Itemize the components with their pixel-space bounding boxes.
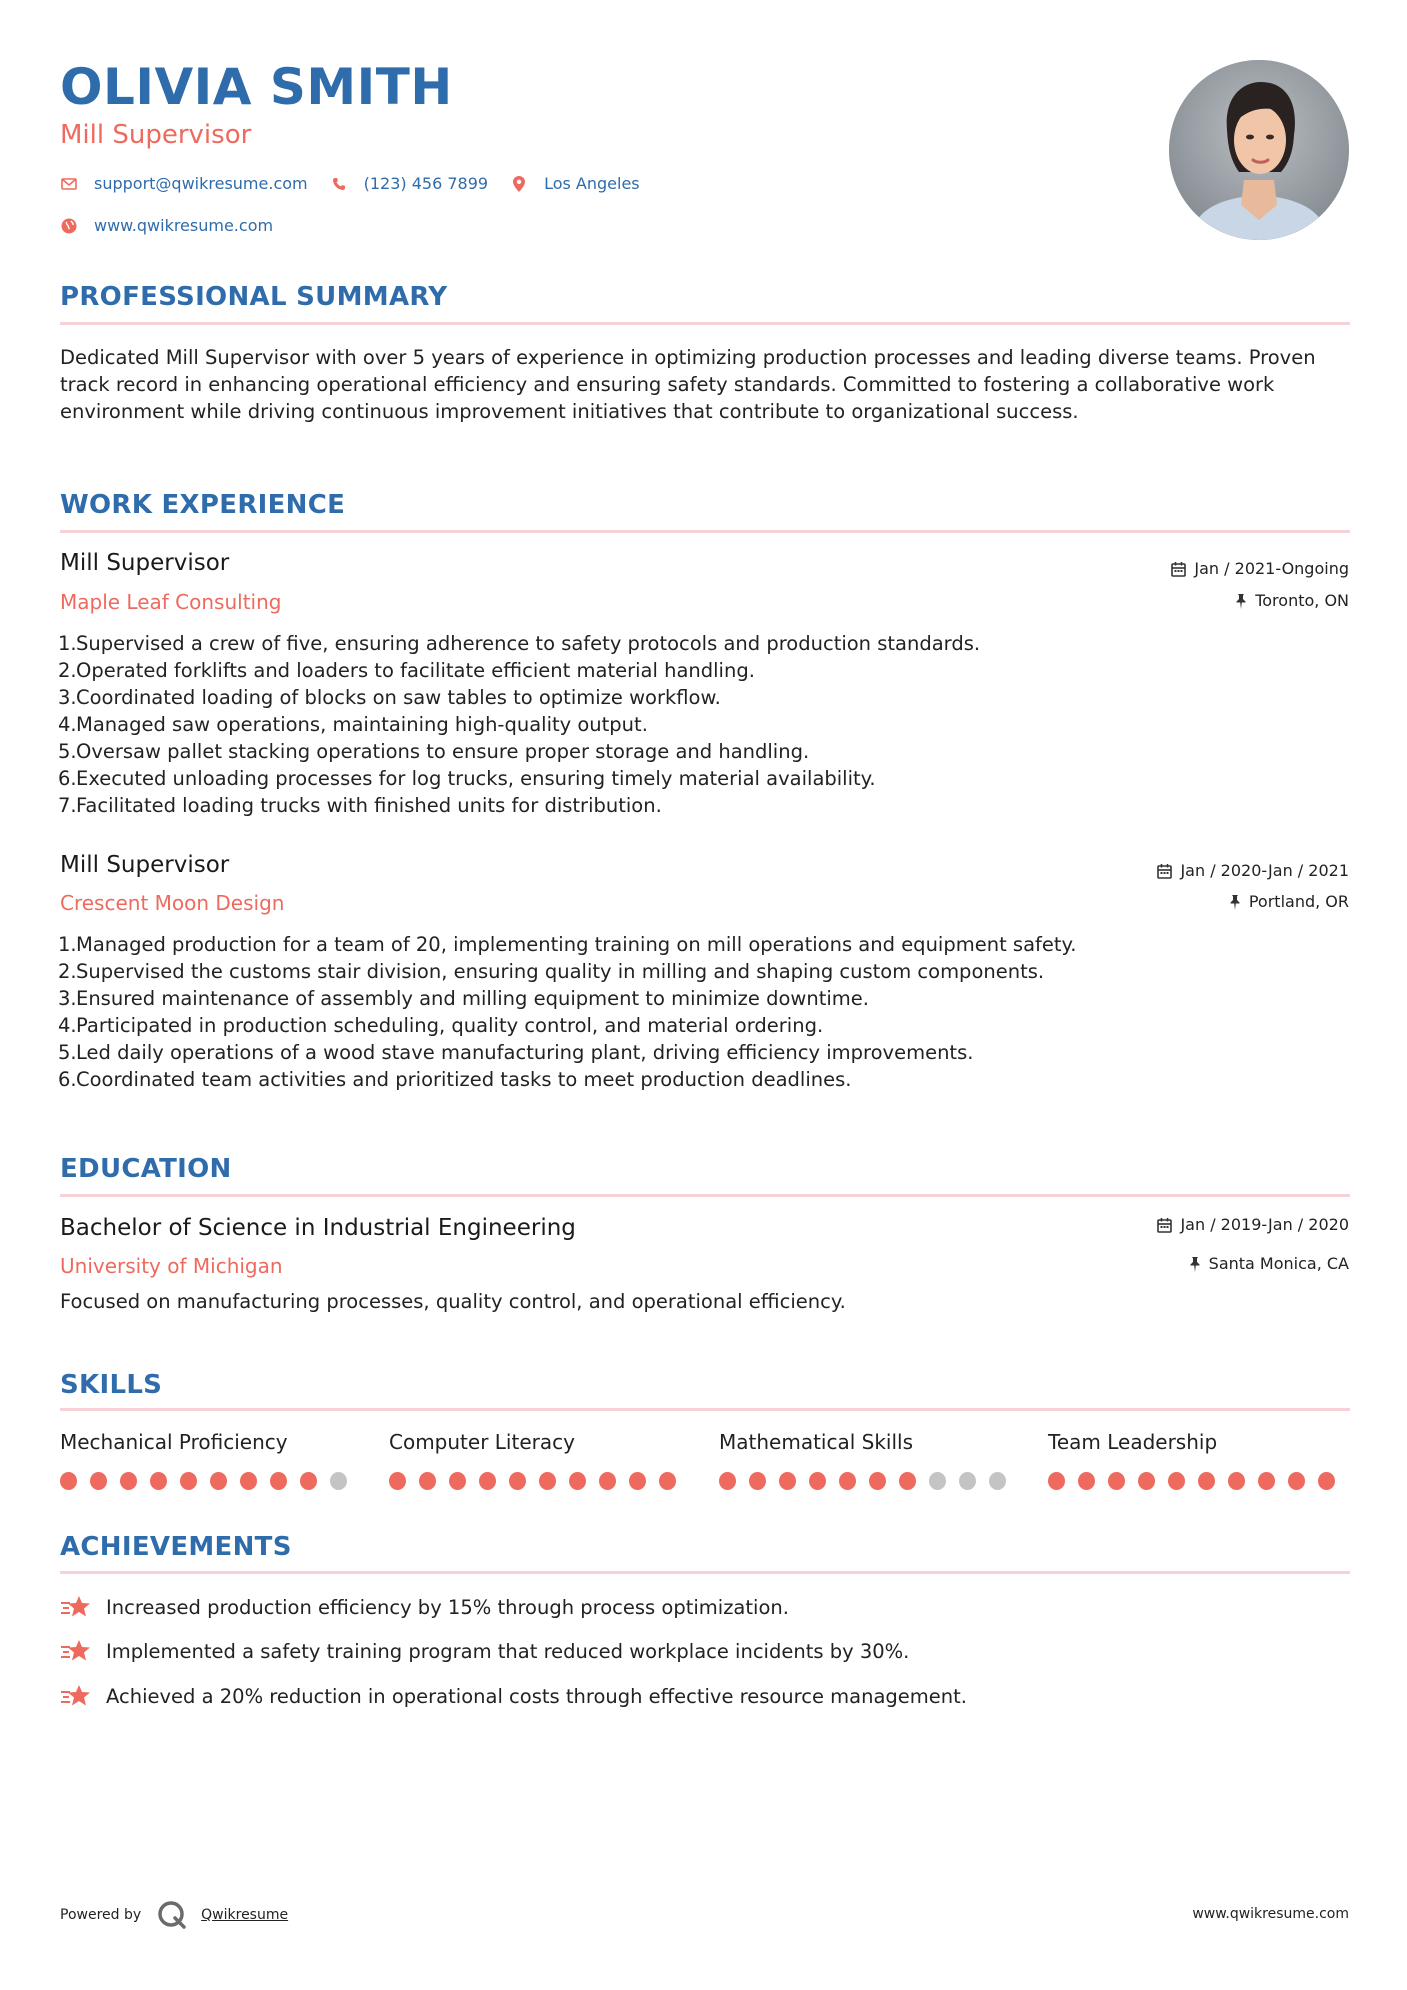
education-dates-text: Jan / 2019-Jan / 2020	[1180, 1215, 1349, 1234]
summary-text: Dedicated Mill Supervisor with over 5 years of experience in optimizing production processes and leading diverse teams. Proven track record in enhancing operational efficiency and ensuring safety standards. Committed to fostering a collaborative work environment while driving continuous improvement initiatives that contribute to organizational success.	[60, 346, 1316, 423]
skill-rating	[1048, 1472, 1348, 1490]
envelope-icon	[60, 175, 78, 193]
list-item: 4. Managed saw operations, maintaining high-quality output.	[58, 713, 648, 736]
job-1-dates-text: Jan / 2021-Ongoing	[1194, 559, 1349, 578]
contact-row-1	[60, 174, 662, 193]
map-pin-icon	[510, 175, 528, 193]
footer-powered-by	[60, 1900, 288, 1930]
rating-dot-filled	[1168, 1472, 1185, 1490]
list-item: 5. Oversaw pallet stacking operations to ensure proper storage and handling.	[58, 740, 810, 763]
skill-team-leadership	[1048, 1430, 1348, 1490]
rating-dot-filled	[719, 1472, 736, 1490]
education-location	[1189, 1254, 1349, 1273]
rating-dot-empty	[989, 1472, 1006, 1490]
candidate-name: OLIVIA SMITH	[60, 58, 453, 116]
rating-dot-filled	[749, 1472, 766, 1490]
rating-dot-filled	[1198, 1472, 1215, 1490]
rating-dot-filled	[809, 1472, 826, 1490]
job-1-location-text: Toronto, ON	[1255, 591, 1349, 610]
calendar-icon	[1157, 1217, 1172, 1233]
powered-by-label: Powered by	[60, 1907, 142, 1923]
rating-dot-filled	[539, 1472, 556, 1490]
rating-dot-filled	[509, 1472, 526, 1490]
list-item: 3. Coordinated loading of blocks on saw tables to optimize workflow.	[58, 686, 721, 709]
rating-dot-filled	[1138, 1472, 1155, 1490]
rating-dot-filled	[869, 1472, 886, 1490]
job-2-dates-text: Jan / 2020-Jan / 2021	[1180, 861, 1349, 880]
experience-divider	[60, 530, 1350, 533]
skill-mathematical-skills	[719, 1430, 1019, 1490]
education-description: Focused on manufacturing processes, quality control, and operational efficiency.	[60, 1290, 846, 1313]
skill-name: Mechanical Proficiency	[60, 1430, 288, 1454]
skill-rating	[60, 1472, 360, 1490]
rating-dot-filled	[389, 1472, 406, 1490]
rating-dot-filled	[180, 1472, 197, 1490]
education-degree: Bachelor of Science in Industrial Engineering	[60, 1215, 576, 1241]
rating-dot-filled	[1048, 1472, 1065, 1490]
shooting-star-icon	[60, 1683, 92, 1709]
job-1-bullets	[60, 630, 1340, 819]
rating-dot-filled	[839, 1472, 856, 1490]
rating-dot-filled	[270, 1472, 287, 1490]
contact-row-2	[60, 216, 295, 235]
shooting-star-icon	[60, 1594, 92, 1620]
education-heading: EDUCATION	[60, 1154, 232, 1184]
job-2-company: Crescent Moon Design	[60, 891, 285, 915]
rating-dot-filled	[240, 1472, 257, 1490]
education-location-text: Santa Monica, CA	[1208, 1254, 1349, 1273]
rating-dot-filled	[449, 1472, 466, 1490]
job-1-company: Maple Leaf Consulting	[60, 590, 282, 614]
summary-heading: PROFESSIONAL SUMMARY	[60, 282, 448, 312]
rating-dot-filled	[120, 1472, 137, 1490]
education-school: University of Michigan	[60, 1254, 283, 1278]
list-item: 2. Operated forklifts and loaders to facilitate efficient material handling.	[58, 659, 755, 682]
list-item: 2. Supervised the customs stair division, ensuring quality in milling and shaping custom components.	[58, 960, 1045, 983]
job-1-title: Mill Supervisor	[60, 550, 230, 576]
achievement-item: Implemented a safety training program that reduced workplace incidents by 30%.	[60, 1638, 909, 1664]
profile-photo	[1169, 60, 1349, 240]
skills-divider	[60, 1408, 1350, 1411]
experience-heading: WORK EXPERIENCE	[60, 490, 346, 520]
summary-divider	[60, 322, 1350, 325]
list-item: 5. Led daily operations of a wood stave manufacturing plant, driving efficiency improvements.	[58, 1041, 974, 1064]
calendar-icon	[1171, 561, 1186, 577]
job-2-location-text: Portland, OR	[1248, 892, 1349, 911]
shooting-star-icon	[60, 1638, 92, 1664]
skill-rating	[389, 1472, 689, 1490]
rating-dot-filled	[210, 1472, 227, 1490]
rating-dot-empty	[929, 1472, 946, 1490]
achievement-item: Achieved a 20% reduction in operational costs through effective resource management.	[60, 1683, 967, 1709]
job-2-title: Mill Supervisor	[60, 852, 230, 878]
pushpin-icon	[1235, 593, 1247, 609]
job-1-dates	[1171, 559, 1349, 578]
skill-rating	[719, 1472, 1019, 1490]
rating-dot-filled	[60, 1472, 77, 1490]
list-item: 3. Ensured maintenance of assembly and milling equipment to minimize downtime.	[58, 987, 869, 1010]
job-2-bullets	[60, 931, 1340, 1093]
email-link[interactable]: support@qwikresume.com	[94, 174, 308, 193]
rating-dot-filled	[150, 1472, 167, 1490]
list-item: 6. Executed unloading processes for log trucks, ensuring timely material availability.	[58, 767, 876, 790]
calendar-icon	[1157, 863, 1172, 879]
skills-heading: SKILLS	[60, 1370, 163, 1400]
qwikresume-logo-icon	[157, 1900, 187, 1930]
list-item: 1. Supervised a crew of five, ensuring adherence to safety protocols and production standards.	[58, 632, 981, 655]
rating-dot-filled	[300, 1472, 317, 1490]
skill-name: Mathematical Skills	[719, 1430, 914, 1454]
rating-dot-filled	[1228, 1472, 1245, 1490]
rating-dot-filled	[629, 1472, 646, 1490]
rating-dot-filled	[569, 1472, 586, 1490]
rating-dot-filled	[419, 1472, 436, 1490]
education-dates	[1157, 1215, 1349, 1234]
rating-dot-filled	[599, 1472, 616, 1490]
rating-dot-filled	[90, 1472, 107, 1490]
website-link[interactable]: www.qwikresume.com	[94, 216, 274, 235]
rating-dot-filled	[1078, 1472, 1095, 1490]
list-item: 6. Coordinated team activities and prioritized tasks to meet production deadlines.	[58, 1068, 852, 1091]
rating-dot-filled	[1258, 1472, 1275, 1490]
skill-mechanical-proficiency	[60, 1430, 360, 1490]
rating-dot-empty	[959, 1472, 976, 1490]
phone-icon	[330, 175, 348, 193]
rating-dot-filled	[659, 1472, 676, 1490]
candidate-title: Mill Supervisor	[60, 120, 252, 150]
job-1-location	[1235, 591, 1349, 610]
achievement-item: Increased production efficiency by 15% through process optimization.	[60, 1594, 789, 1620]
rating-dot-empty	[330, 1472, 347, 1490]
skill-name: Computer Literacy	[389, 1430, 575, 1454]
list-item: 1. Managed production for a team of 20, implementing training on mill operations and equipment safety.	[58, 933, 1077, 956]
rating-dot-filled	[899, 1472, 916, 1490]
footer-website-link[interactable]: www.qwikresume.com	[1192, 1906, 1349, 1922]
rating-dot-filled	[1318, 1472, 1335, 1490]
job-2-location	[1229, 892, 1349, 911]
location-text: Los Angeles	[544, 174, 640, 193]
rating-dot-filled	[479, 1472, 496, 1490]
phone-text[interactable]: (123) 456 7899	[363, 174, 489, 193]
list-item: 7. Facilitated loading trucks with finished units for distribution.	[58, 794, 662, 817]
education-divider	[60, 1194, 1350, 1197]
rating-dot-filled	[1108, 1472, 1125, 1490]
skill-computer-literacy	[389, 1430, 689, 1490]
qwikresume-link[interactable]: Qwikresume	[201, 1907, 289, 1923]
rating-dot-filled	[779, 1472, 796, 1490]
pushpin-icon	[1229, 894, 1241, 910]
rating-dot-filled	[1288, 1472, 1305, 1490]
job-2-dates	[1157, 861, 1349, 880]
achievements-divider	[60, 1571, 1350, 1574]
achievements-heading: ACHIEVEMENTS	[60, 1532, 292, 1562]
pushpin-icon	[1189, 1256, 1201, 1272]
globe-icon	[60, 217, 78, 235]
list-item: 4. Participated in production scheduling, quality control, and material ordering.	[58, 1014, 824, 1037]
skill-name: Team Leadership	[1048, 1430, 1218, 1454]
